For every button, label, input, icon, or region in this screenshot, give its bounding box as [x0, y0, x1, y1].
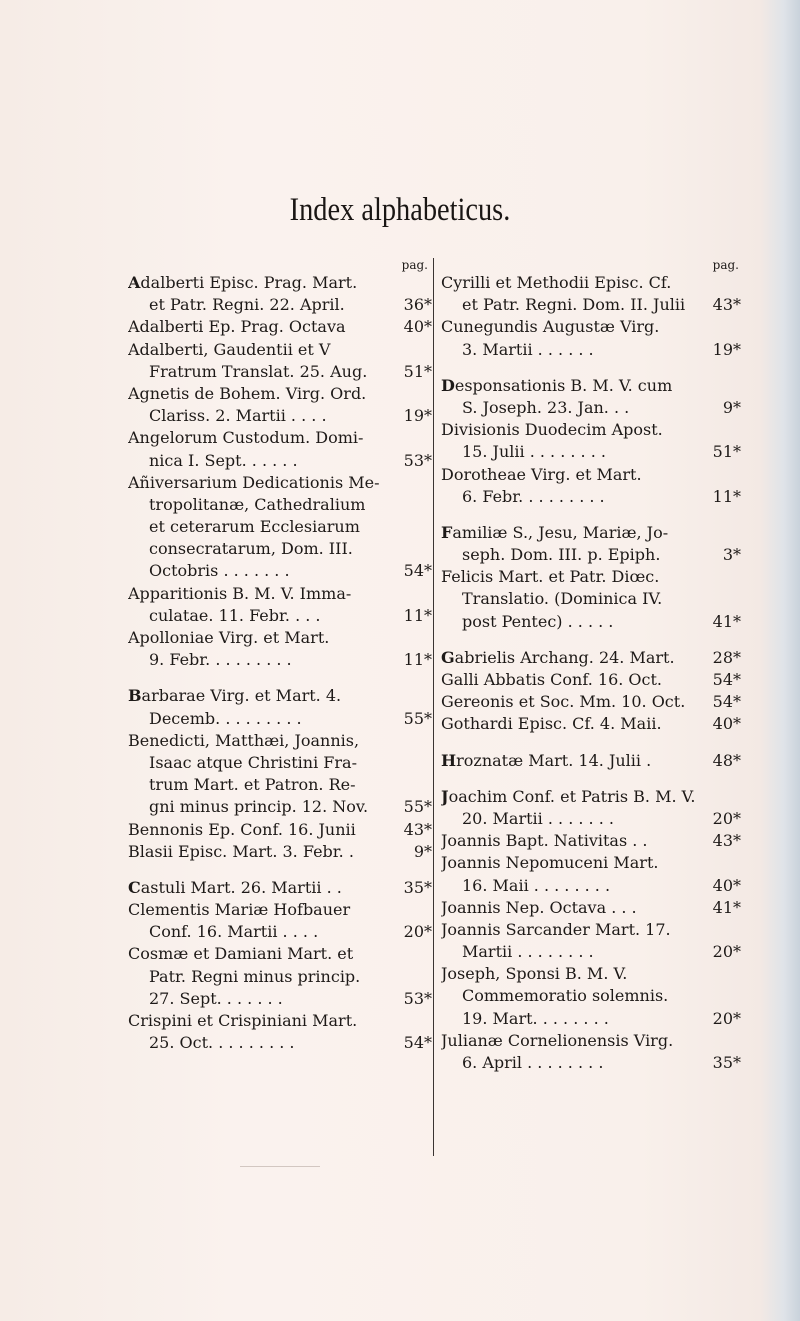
footer-rule — [240, 1166, 320, 1167]
entry-text: Felicis Mart. et Patr. Diœc. — [441, 567, 660, 587]
entry-heading-line — [441, 566, 741, 588]
entry-text: consecratarum, Dom. III. — [149, 539, 353, 559]
entry-continuation-line — [128, 752, 432, 774]
page-number: 36* — [403, 295, 432, 315]
entry-continuation-line — [128, 774, 432, 796]
index-entry — [441, 750, 741, 772]
page-number: 11* — [403, 650, 432, 670]
entry-continuation-line — [128, 966, 432, 988]
entry-text: tropolitanæ, Cathedralium — [149, 494, 366, 514]
index-entry — [441, 464, 741, 508]
page-number: 19* — [712, 339, 741, 359]
entry-text: Apolloniae Virg. et Mart. — [128, 628, 330, 647]
entry-heading-line — [441, 375, 741, 397]
entry-text: Familiæ S., Jesu, Mariæ, Jo- — [441, 522, 669, 542]
index-entry — [128, 472, 432, 583]
page-number: 41* — [712, 611, 741, 631]
page-number: 28* — [712, 647, 741, 667]
entry-text: Galli Abbatis Conf. 16. Oct. — [441, 670, 663, 689]
entry-text: seph. Dom. III. p. Epiph. — [462, 545, 661, 565]
page-number: 9* — [413, 841, 432, 861]
entry-text: Joannis Nepomuceni Mart. — [441, 853, 659, 873]
page-number: 48* — [712, 750, 741, 770]
entry-text: 27. Sept. . . . . . . — [149, 988, 283, 1008]
page-number: 53* — [403, 988, 432, 1008]
index-entry — [441, 522, 741, 566]
entry-text: Apparitionis B. M. V. Imma- — [128, 583, 352, 603]
entry-continuation-line — [441, 397, 741, 419]
entry-text: Julianæ Cornelionensis Virg. — [441, 1030, 674, 1050]
index-entry — [128, 583, 432, 627]
entry-heading-line — [441, 522, 741, 544]
entry-continuation-line — [441, 941, 741, 963]
entry-continuation-line — [441, 808, 741, 830]
entry-continuation-line — [441, 588, 741, 610]
entry-text: Benedicti, Matthæi, Joannis, — [128, 730, 360, 750]
entry-text: Hroznatæ Mart. 14. Julii . — [441, 750, 652, 770]
index-entry — [128, 841, 432, 863]
entry-text: S. Joseph. 23. Jan. . . — [462, 397, 630, 417]
index-entry — [441, 647, 741, 669]
entry-heading-line — [441, 830, 741, 852]
entry-text: Joannis Nep. Octava . . . — [441, 897, 637, 917]
entry-list-right — [441, 272, 741, 1074]
entry-heading-line — [441, 852, 741, 874]
entry-text: Gabrielis Archang. 24. Mart. — [441, 647, 675, 667]
entry-continuation-line — [441, 486, 741, 508]
index-entry — [128, 899, 432, 943]
index-entry — [128, 1010, 432, 1054]
entry-continuation-line — [128, 516, 432, 538]
entry-continuation-line — [441, 544, 741, 566]
entry-continuation-line — [128, 1032, 432, 1054]
entry-continuation-line — [441, 875, 741, 897]
page-title: Index alphabeticus. — [289, 192, 511, 228]
entry-text: gni minus princip. 12. Nov. — [149, 797, 369, 817]
page-number: 11* — [403, 605, 432, 625]
index-entry — [441, 375, 741, 419]
index-entry — [441, 713, 741, 735]
index-entry — [441, 1030, 741, 1074]
entry-continuation-line — [441, 1052, 741, 1074]
entry-heading-line — [441, 272, 741, 294]
entry-text: Clementis Mariæ Hofbauer — [128, 900, 351, 920]
entry-continuation-line — [128, 538, 432, 560]
entry-text: Cosmæ et Damiani Mart. et — [128, 944, 354, 964]
entry-text: Conf. 16. Martii . . . . — [149, 922, 319, 942]
entry-heading-line — [441, 691, 741, 713]
index-entry — [128, 877, 432, 899]
page-number: 54* — [403, 561, 432, 581]
entry-heading-line — [441, 750, 741, 772]
entry-continuation-line — [441, 339, 741, 361]
entry-heading-line — [128, 877, 432, 899]
entry-text: 15. Julii . . . . . . . . — [462, 442, 606, 462]
entry-text: 25. Oct. . . . . . . . . — [149, 1033, 295, 1053]
entry-continuation-line — [128, 649, 432, 671]
entry-text: Cyrilli et Methodii Episc. Cf. — [441, 273, 672, 292]
entry-heading-line — [128, 316, 432, 338]
entry-heading-line — [441, 647, 741, 669]
entry-heading-line — [128, 685, 432, 707]
entry-heading-line — [441, 786, 741, 808]
page-number: 54* — [712, 670, 741, 689]
page-number: 43* — [712, 831, 741, 851]
entry-continuation-line — [128, 405, 432, 427]
index-entry — [128, 627, 432, 671]
page-number: 20* — [712, 808, 741, 828]
entry-heading-line — [128, 272, 432, 294]
entry-heading-line — [441, 464, 741, 486]
index-entry — [128, 685, 432, 729]
entry-heading-line — [128, 730, 432, 752]
page-number: 55* — [403, 797, 432, 817]
index-column-right — [441, 258, 741, 1074]
page-number: 54* — [403, 1033, 432, 1053]
entry-text: Gothardi Episc. Cf. 4. Maii. — [441, 714, 662, 734]
index-entry — [128, 316, 432, 338]
entry-heading-line — [128, 427, 432, 449]
entry-text: Joseph, Sponsi B. M. V. — [441, 964, 628, 984]
entry-continuation-line — [441, 985, 741, 1007]
entry-text: Agnetis de Bohem. Virg. Ord. — [128, 383, 367, 403]
page-number: 9* — [722, 397, 741, 417]
page-number: 19* — [403, 406, 432, 426]
entry-heading-line — [128, 943, 432, 965]
entry-heading-line — [128, 841, 432, 863]
entry-heading-line — [128, 819, 432, 841]
entry-continuation-line — [128, 605, 432, 627]
page-number: 3* — [722, 545, 741, 565]
index-entry — [441, 786, 741, 830]
entry-text: Blasii Episc. Mart. 3. Febr. . — [128, 841, 354, 861]
index-entry — [441, 963, 741, 1030]
index-entry — [441, 566, 741, 633]
entry-heading-line — [441, 897, 741, 919]
entry-continuation-line — [128, 796, 432, 818]
entry-continuation-line — [128, 560, 432, 582]
index-entry — [441, 830, 741, 852]
entry-text: 9. Febr. . . . . . . . . — [149, 650, 292, 670]
entry-text: Decemb. . . . . . . . . — [149, 708, 302, 728]
entry-continuation-line — [128, 294, 432, 316]
entry-text: Fratrum Translat. 25. Aug. — [149, 361, 368, 381]
entry-continuation-line — [128, 708, 432, 730]
entry-continuation-line — [441, 1008, 741, 1030]
entry-text: 6. April . . . . . . . . — [462, 1053, 604, 1072]
entry-text: Bennonis Ep. Conf. 16. Junii — [128, 819, 356, 839]
entry-text: Adalberti, Gaudentii et V — [128, 339, 331, 359]
entry-text: Crispini et Crispiniani Mart. — [128, 1011, 358, 1030]
entry-heading-line — [128, 472, 432, 494]
entry-text: nica I. Sept. . . . . . — [149, 450, 298, 470]
entry-heading-line — [128, 339, 432, 361]
entry-text: Añiversarium Dedicationis Me- — [128, 472, 380, 492]
index-entry — [128, 339, 432, 383]
entry-heading-line — [441, 1030, 741, 1052]
page-number: 20* — [712, 942, 741, 962]
entry-heading-line — [441, 919, 741, 941]
entry-continuation-line — [128, 494, 432, 516]
index-entry — [128, 943, 432, 1010]
entry-continuation-line — [128, 988, 432, 1010]
entry-heading-line — [441, 419, 741, 441]
entry-text: Isaac atque Christini Fra- — [149, 752, 357, 772]
entry-text: Cunegundis Augustæ Virg. — [441, 317, 660, 337]
entry-text: Patr. Regni minus princip. — [149, 966, 361, 986]
index-entry — [441, 897, 741, 919]
entry-heading-line — [128, 383, 432, 405]
entry-text: post Pentec) . . . . . — [462, 611, 614, 631]
index-entry — [441, 669, 741, 691]
entry-continuation-line — [441, 611, 741, 633]
entry-heading-line — [128, 1010, 432, 1032]
entry-text: Divisionis Duodecim Apost. — [441, 420, 663, 440]
entry-continuation-line — [128, 361, 432, 383]
entry-heading-line — [128, 899, 432, 921]
entry-text: 6. Febr. . . . . . . . . — [462, 486, 605, 506]
index-entry — [128, 427, 432, 471]
index-entry — [441, 919, 741, 963]
entry-continuation-line — [128, 921, 432, 943]
entry-text: 16. Maii . . . . . . . . — [462, 875, 611, 895]
entry-text: et Patr. Regni. 22. April. — [149, 295, 345, 315]
index-entry — [441, 316, 741, 360]
pag-header-right: pag. — [712, 258, 739, 272]
entry-text: trum Mart. et Patron. Re- — [149, 775, 356, 795]
index-entry — [441, 419, 741, 463]
entry-text: Barbarae Virg. et Mart. 4. — [128, 686, 342, 706]
entry-heading-line — [128, 583, 432, 605]
index-entry — [441, 691, 741, 713]
entry-continuation-line — [128, 450, 432, 472]
page-number: 20* — [403, 922, 432, 942]
page-number: 40* — [712, 875, 741, 895]
entry-text: Adalberti Episc. Prag. Mart. — [128, 273, 358, 292]
entry-text: Gereonis et Soc. Mm. 10. Oct. — [441, 692, 686, 712]
entry-continuation-line — [441, 294, 741, 316]
entry-heading-line — [441, 316, 741, 338]
entry-text: Joannis Sarcander Mart. 17. — [441, 919, 671, 939]
entry-text: Joachim Conf. et Patris B. M. V. — [441, 786, 696, 806]
page-number: 43* — [712, 295, 741, 315]
page-number: 40* — [403, 317, 432, 337]
entry-heading-line — [441, 713, 741, 735]
entry-text: Translatio. (Dominica IV. — [462, 589, 663, 609]
entry-text: Octobris . . . . . . . — [149, 561, 290, 581]
entry-heading-line — [441, 669, 741, 691]
entry-text: 3. Martii . . . . . . — [462, 339, 594, 359]
page-number: 51* — [712, 442, 741, 462]
page-number: 20* — [712, 1008, 741, 1028]
entry-heading-line — [441, 963, 741, 985]
entry-text: Castuli Mart. 26. Martii . . — [128, 877, 342, 897]
entry-text: Martii . . . . . . . . — [462, 942, 594, 962]
page-number: 51* — [403, 361, 432, 381]
column-divider — [433, 258, 434, 1156]
entry-text: Commemoratio solemnis. — [462, 986, 669, 1006]
entry-heading-line — [128, 627, 432, 649]
page-number: 43* — [403, 819, 432, 839]
entry-text: Joannis Bapt. Nativitas . . — [441, 831, 648, 851]
page-number: 55* — [403, 708, 432, 728]
page-number: 35* — [403, 877, 432, 897]
index-entry — [128, 730, 432, 819]
index-entry — [128, 272, 432, 316]
entry-text: Clariss. 2. Martii . . . . — [149, 406, 327, 426]
index-column-left — [128, 258, 432, 1054]
entry-text: culatae. 11. Febr. . . . — [149, 605, 321, 625]
index-entry — [128, 383, 432, 427]
page-number: 11* — [712, 486, 741, 506]
entry-text: et ceterarum Ecclesiarum — [149, 517, 360, 537]
pag-header-left: pag. — [401, 258, 428, 272]
entry-text: Dorotheae Virg. et Mart. — [441, 464, 642, 484]
index-entry — [128, 819, 432, 841]
page-number: 35* — [712, 1053, 741, 1072]
entry-text: 19. Mart. . . . . . . . — [462, 1008, 609, 1028]
page-number: 41* — [712, 897, 741, 917]
entry-text: Adalberti Ep. Prag. Octava — [128, 317, 346, 337]
index-entry — [441, 852, 741, 896]
entry-text: Desponsationis B. M. V. cum — [441, 375, 673, 395]
entry-list-left — [128, 272, 432, 1054]
entry-text: 20. Martii . . . . . . . — [462, 808, 614, 828]
index-entry — [441, 272, 741, 316]
entry-text: Angelorum Custodum. Domi- — [128, 428, 364, 448]
entry-text: et Patr. Regni. Dom. II. Julii — [462, 295, 686, 315]
page-number: 40* — [712, 714, 741, 734]
page-number: 53* — [403, 450, 432, 470]
entry-continuation-line — [441, 441, 741, 463]
page-number: 54* — [712, 692, 741, 712]
